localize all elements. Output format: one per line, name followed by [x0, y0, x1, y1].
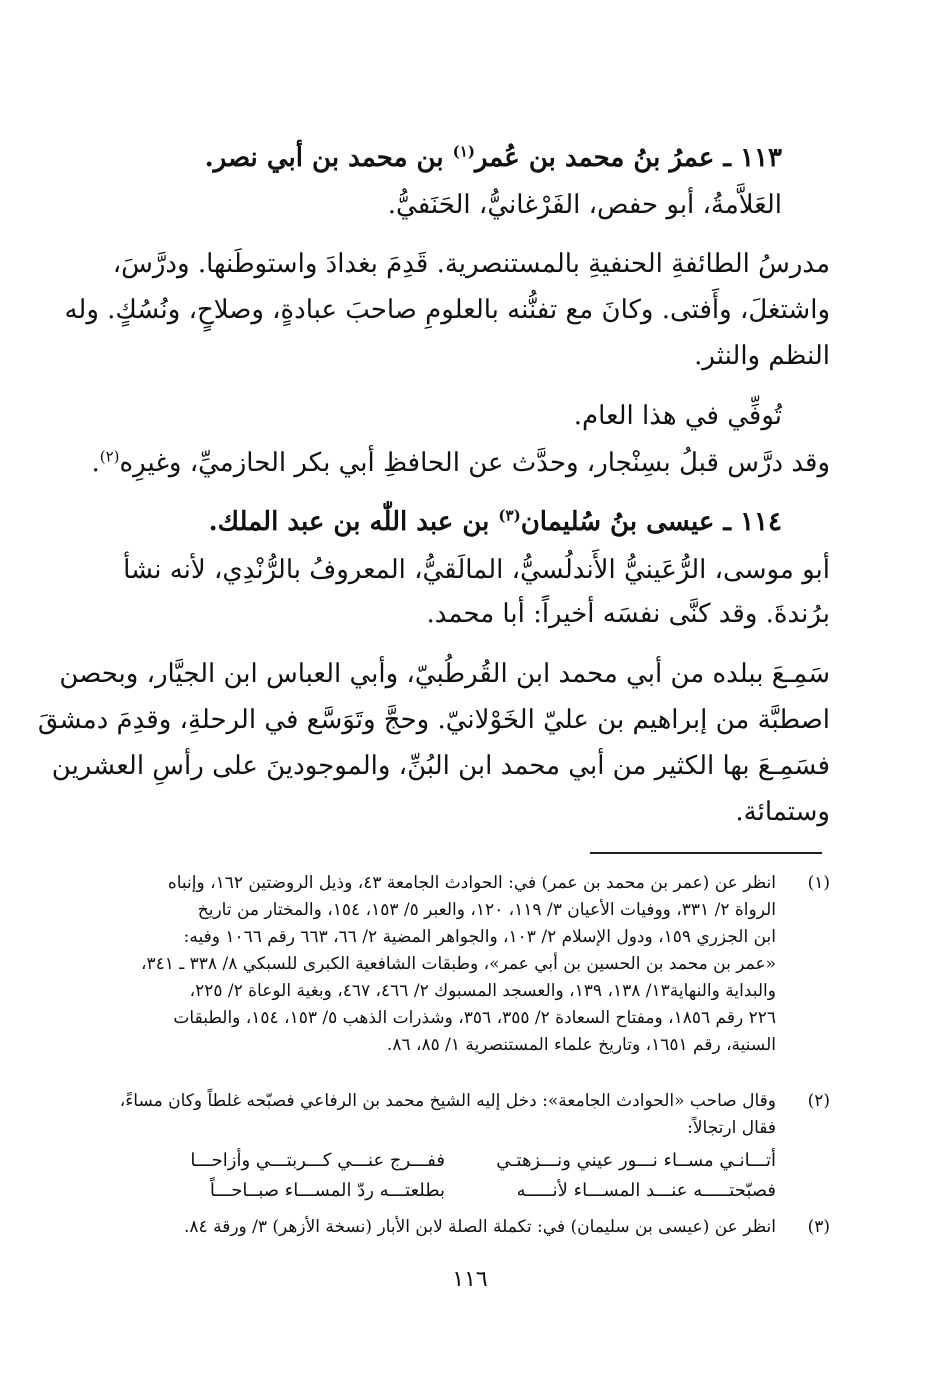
footnote-line: السنية، رقم ١٦٥١، وتاريخ علماء المستنصرية ١/ ٨٥، ٨٦.	[386, 1035, 776, 1055]
verse-1-first-hemistich: أتـــانـي مســاء نـــور عيني ونـــزهتـي	[496, 1150, 776, 1171]
entry-113-body-line: واشتغلَ، وأَفتى. وكانَ مع تفنُّنه بالعلومِ صاحبَ عبادةٍ، وصلاحٍ، ونُسُكٍ. وله	[64, 295, 830, 325]
entry-114-body-line: وستمائة.	[735, 797, 830, 827]
footnote-number: (٣)	[807, 1217, 830, 1237]
footnote-line: انظر عن (عمر بن محمد بن عمر) في: الحوادث الجامعة ٤٣، وذيل الروضتين ١٦٢، وإنباه	[167, 873, 776, 893]
verse-1-second-hemistich: ففـــرج عنـــي كـــربتـــي وأزاحـــا	[190, 1150, 445, 1171]
entry-lineage: بن عبد اللّٰه بن عبد الملك.	[208, 507, 490, 537]
entry-lineage: بن محمد بن أبي نصر.	[204, 143, 444, 173]
entry-114-body-line: اصطبَّة من إبراهيم بن عليّ الخَوْلانيّ. وحجَّ وتَوَسَّع في الرحلةِ، وقدِمَ دمشقَ	[37, 705, 830, 735]
entry-114-body-line: سَمِـعَ ببلده من أبي محمد ابن القُرطُبيّ، وأبي العباس ابن الجيَّار، وبحصن	[59, 659, 830, 689]
entry-113-death: تُوفِّي في هذا العام.	[573, 401, 782, 431]
entry-name: عيسى بنُ سُليمان	[520, 507, 715, 537]
footnote-ref: (١)	[452, 142, 475, 161]
entry-114-body-line: برُندةَ. وقد كنَّى نفسَه أخيراً: أبا محمد.	[426, 599, 830, 629]
footnote-3	[106, 1214, 830, 1244]
entry-number: ١١٣ ـ	[723, 143, 782, 173]
footnote-line: الرواة ٢/ ٣٣١، ووفيات الأعيان ٣/ ١١٩، ١٢٠، والعبر ٥/ ١٥٣، ١٥٤، والمختار من تاريخ	[197, 900, 776, 920]
footnote-line: «عمر بن محمد بن الحسين بن أبي عمر»، وطبقات الشافعية الكبرى للسبكي ٨/ ٣٣٨ ـ ٣٤١،	[140, 954, 776, 974]
entry-113-body-line: مدرسُ الطائفةِ الحنفيةِ بالمستنصرية. قَدِمَ بغدادَ واستوطَنها. ودرَّسَ،	[112, 249, 830, 279]
page-number: ١١٦	[452, 1267, 488, 1292]
entry-number: ١١٤ ـ	[723, 507, 782, 537]
footnote-number: (٢)	[807, 1091, 830, 1111]
footnote-line: انظر عن (عيسى بن سليمان) في: تكملة الصلة لابن الأبار (نسخة الأزهر) ٣/ ورقة ٨٤.	[184, 1217, 776, 1237]
footnote-number: (١)	[807, 873, 830, 893]
footnote-ref: (٣)	[498, 506, 521, 525]
footnote-line: ٢٢٦ رقم ١٨٥٦، ومفتاح السعادة ٢/ ٣٥٥، ٣٥٦، وشذرات الذهب ٥/ ١٥٣، ١٥٤، والطبقات	[173, 1008, 776, 1028]
footnote-line: فقال ارتجالاً:	[687, 1118, 776, 1138]
entry-113-body-line: النظم والنثر.	[694, 341, 830, 371]
entry-114-body-line: أبو موسى، الرُّعَينيُّ الأَندلُسيُّ، المالَقيُّ، المعروفُ بالرُّنْدِي، لأنه نشأ	[123, 555, 830, 585]
footnote-line: والبداية والنهاية١٣/ ١٣٨، ١٣٩، والعسجد المسبوك ٢/ ٤٦٦، ٤٦٧، وبغية الوعاة ٢/ ٢٢٥،	[189, 981, 776, 1001]
entry-name: عمرُ بنُ محمد بن عُمر	[474, 143, 715, 173]
footnote-ref: (٢)	[99, 447, 120, 466]
entry-113-title: العَلاَّمةُ، أبو حفص، الفَرْغانيُّ، الحَنَفيُّ.	[387, 190, 782, 220]
footnote-1	[106, 870, 830, 1066]
verse-2-second-hemistich: بطلعتـــه ردّ المســـاء صبــاحـــاً	[209, 1180, 445, 1201]
footnote-separator	[590, 852, 822, 854]
entry-114-heading	[209, 504, 782, 540]
entry-113-teaching: وقد درَّس قبلُ بسِنْجار، وحدَّث عن الحافظِ أبي بكر الحازميِّ، وغيرِه$^{(٢)}$.	[91, 447, 830, 478]
verse-2-first-hemistich: فصبّحتـــــه عنـــد المســـاء لأنـــــه	[516, 1180, 776, 1201]
footnote-line: ابن الجزري ١٥٩، ودول الإسلام ٢/ ١٠٣، والجواهر المضية ٢/ ٦٦، ٦٦٣ رقم ١٠٦٦ وفيه:	[183, 927, 776, 947]
entry-114-body-line: فسَمِـعَ بها الكثير من أبي محمد ابن البُنِّ، والموجودينَ على رأسِ العشرين	[51, 751, 830, 781]
entry-113-heading	[205, 140, 782, 176]
footnote-line: وقال صاحب «الحوادث الجامعة»: دخل إليه الشيخ محمد بن الرفاعي فصبّحه غلطاً وكان مساءً،	[119, 1091, 776, 1111]
